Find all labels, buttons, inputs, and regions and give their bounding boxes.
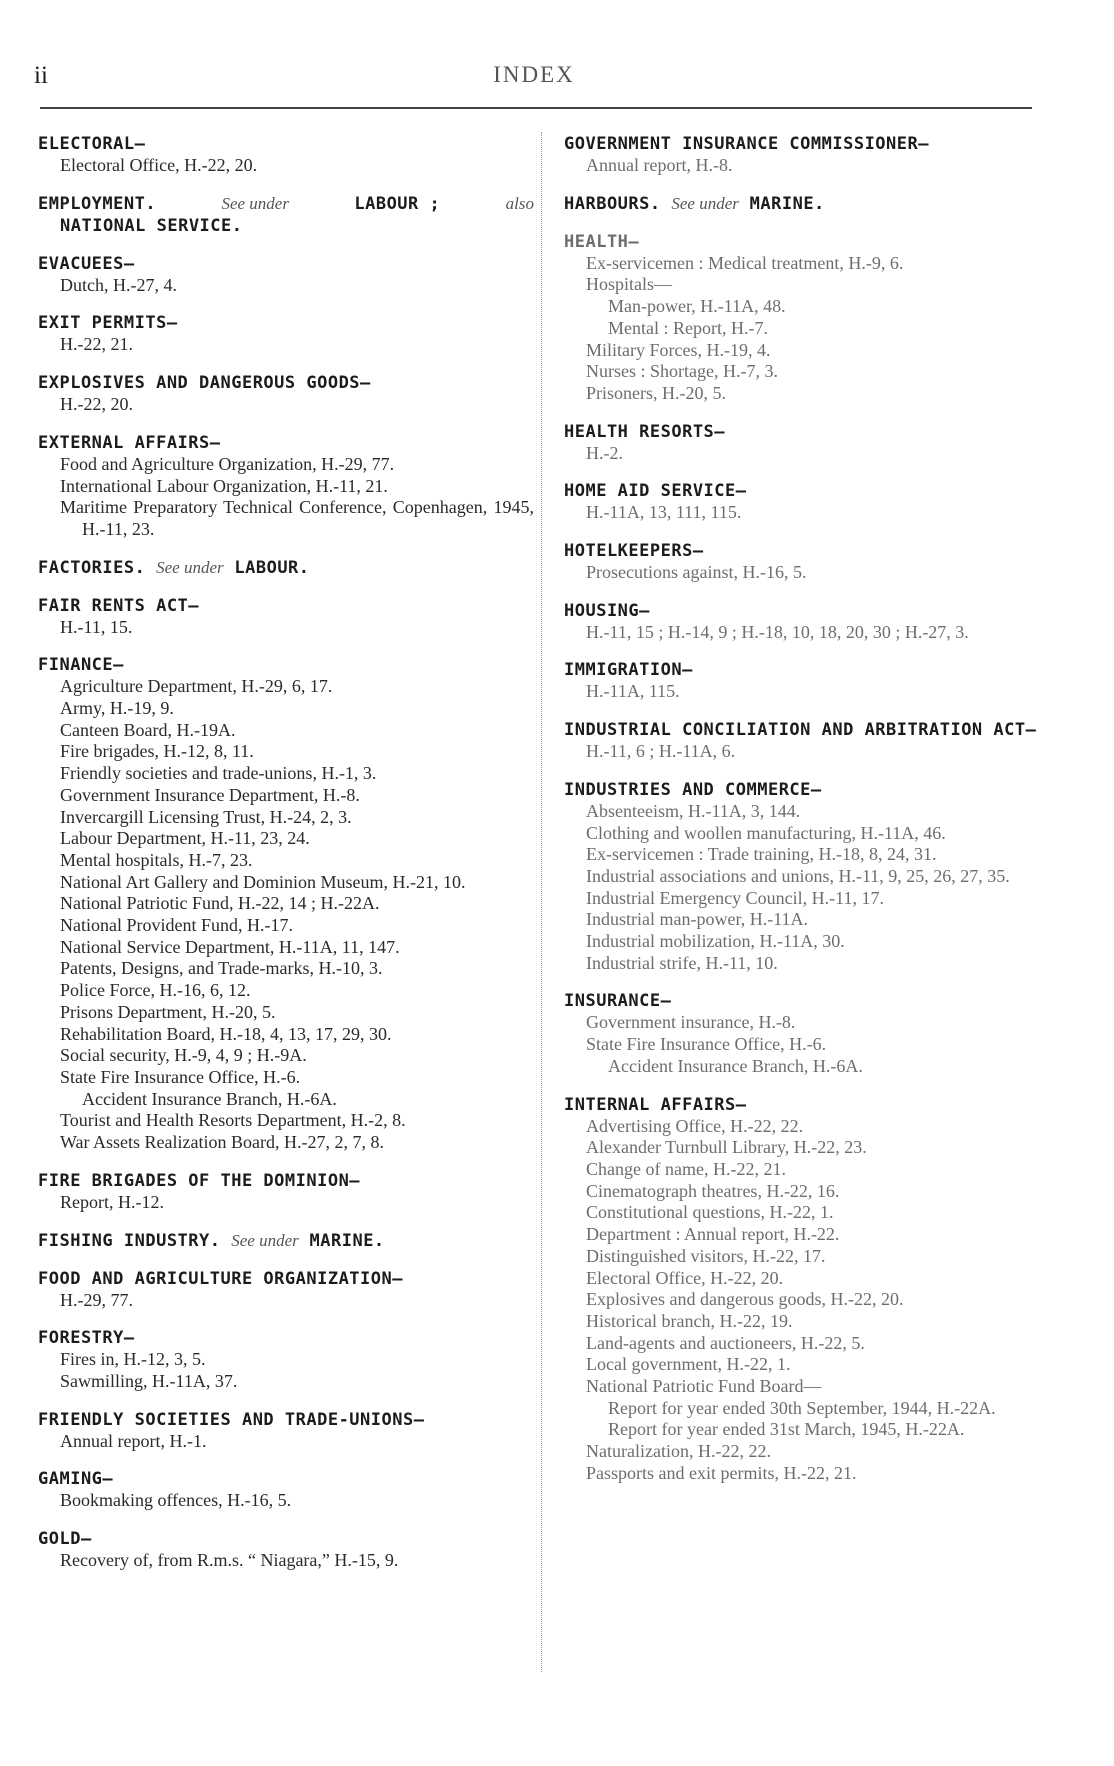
- entry-heading-text: HARBOURS.: [564, 193, 661, 214]
- entry-line: Maritime Preparatory Technical Conference, Copenhagen, 1945, H.-11, 23.: [60, 497, 534, 539]
- entry-heading: GAMING—: [38, 1469, 114, 1490]
- entry-line: H.-22, 21.: [60, 334, 133, 355]
- column-divider: [541, 132, 542, 1672]
- cross-reference: NATIONAL SERVICE.: [60, 215, 243, 236]
- entry-line: Labour Department, H.-11, 23, 24.: [60, 828, 310, 849]
- entry-subline: Man-power, H.-11A, 48.: [608, 296, 786, 317]
- entry-line: Police Force, H.-16, 6, 12.: [60, 980, 251, 1001]
- entry-heading: FORESTRY—: [38, 1328, 135, 1349]
- entry-heading: EXPLOSIVES AND DANGEROUS GOODS—: [38, 373, 371, 394]
- entry-line: Rehabilitation Board, H.-18, 4, 13, 17, 29, 30.: [60, 1023, 392, 1044]
- index-entry: [564, 659, 1052, 703]
- cross-reference: LABOUR ;: [354, 193, 441, 214]
- entry-line: Dutch, H.-27, 4.: [60, 274, 177, 295]
- index-entry: [38, 1268, 534, 1312]
- entry-subline: Accident Insurance Branch, H.-6A.: [82, 1088, 337, 1109]
- entry-line: Food and Agriculture Organization, H.-29, 77.: [60, 453, 395, 474]
- entry-line: H.-29, 77.: [60, 1289, 133, 1310]
- page-number: ii: [34, 62, 48, 89]
- entry-line: Land-agents and auctioneers, H.-22, 5.: [586, 1332, 865, 1353]
- entry-line: National Provident Fund, H.-17.: [60, 915, 293, 936]
- entry-line: Local government, H.-22, 1.: [586, 1354, 791, 1375]
- entry-line: Bookmaking offences, H.-16, 5.: [60, 1490, 292, 1511]
- entry-line: Electoral Office, H.-22, 20.: [60, 155, 258, 175]
- entry-heading: EXTERNAL AFFAIRS—: [38, 432, 221, 453]
- entry-line: H.-11, 15.: [60, 616, 133, 637]
- index-entry: [564, 133, 1052, 177]
- entry-heading: HEALTH RESORTS—: [564, 421, 726, 442]
- entry-line: Army, H.-19, 9.: [60, 698, 174, 719]
- entry-line: Industrial strife, H.-11, 10.: [586, 952, 778, 973]
- entry-line: Industrial man-power, H.-11A.: [586, 909, 809, 930]
- index-entry: [38, 312, 534, 356]
- index-entry: [38, 372, 534, 416]
- entry-heading: IMMIGRATION—: [564, 660, 693, 681]
- entry-line: National Patriotic Fund, H.-22, 14 ; H.-22A.: [60, 893, 380, 914]
- entry-line: Annual report, H.-8.: [586, 155, 733, 175]
- page-title: INDEX: [493, 62, 575, 87]
- entry-line: Industrial associations and unions, H.-11, 9, 25, 26, 27, 35.: [586, 865, 1010, 886]
- index-entry: [38, 1327, 534, 1392]
- entry-line: Military Forces, H.-19, 4.: [586, 339, 771, 360]
- entry-heading-text: FACTORIES.: [38, 557, 146, 578]
- header-rule: [40, 107, 1032, 109]
- entry-heading: [38, 1230, 534, 1252]
- left-column: [38, 133, 534, 1588]
- entry-line: Social security, H.-9, 4, 9 ; H.-9A.: [60, 1045, 307, 1066]
- entry-line: National Service Department, H.-11A, 11, 147.: [60, 936, 400, 957]
- entry-line: National Art Gallery and Dominion Museum, H.-21, 10.: [60, 871, 466, 892]
- entry-line: H.-11, 15 ; H.-14, 9 ; H.-18, 10, 18, 20, 30 ; H.-27, 3.: [586, 621, 969, 642]
- entry-heading: [564, 193, 1052, 215]
- index-entry: [38, 193, 534, 237]
- entry-line: Passports and exit permits, H.-22, 21.: [586, 1462, 857, 1483]
- entry-line: Agriculture Department, H.-29, 6, 17.: [60, 676, 333, 697]
- entry-heading: EVACUEES—: [38, 253, 135, 274]
- entry-heading: [38, 193, 534, 215]
- entry-line: Industrial mobilization, H.-11A, 30.: [586, 931, 845, 952]
- entry-line: Prosecutions against, H.-16, 5.: [586, 562, 807, 583]
- index-entry: [564, 779, 1052, 975]
- entry-line: International Labour Organization, H.-11, 21.: [60, 475, 388, 496]
- entry-line: National Patriotic Fund Board—: [586, 1376, 822, 1397]
- index-entry: [38, 595, 534, 639]
- see-under-text: See under: [156, 557, 224, 577]
- index-entry: [38, 1409, 534, 1453]
- entry-line: Clothing and woollen manufacturing, H.-11A, 46.: [586, 822, 946, 843]
- entry-line: Tourist and Health Resorts Department, H.-2, 8.: [60, 1110, 406, 1131]
- entry-line: Historical branch, H.-22, 19.: [586, 1310, 793, 1331]
- index-entry: [38, 1528, 534, 1572]
- entry-heading: HOME AID SERVICE—: [564, 481, 747, 502]
- entry-heading: FRIENDLY SOCIETIES AND TRADE-UNIONS—: [38, 1409, 425, 1430]
- entry-line: Explosives and dangerous goods, H.-22, 20.: [586, 1289, 904, 1310]
- entry-heading-text: FISHING INDUSTRY.: [38, 1230, 221, 1251]
- entry-line: H.-22, 20.: [60, 394, 133, 415]
- entry-line: Invercargill Licensing Trust, H.-24, 2, 3.: [60, 806, 352, 827]
- entry-heading: INDUSTRIES AND COMMERCE—: [564, 779, 822, 800]
- entry-line: Ex-servicemen : Medical treatment, H.-9, 6.: [586, 252, 904, 273]
- entry-line: Mental hospitals, H.-7, 23.: [60, 849, 253, 870]
- entry-line: Constitutional questions, H.-22, 1.: [586, 1202, 834, 1223]
- entry-heading: FOOD AND AGRICULTURE ORGANIZATION—: [38, 1268, 403, 1289]
- entry-line: H.-2.: [586, 442, 623, 463]
- entry-line: Absenteeism, H.-11A, 3, 144.: [586, 800, 801, 821]
- entry-line: Government insurance, H.-8.: [586, 1012, 796, 1033]
- entry-heading: HOUSING—: [564, 600, 650, 621]
- index-entry: [564, 421, 1052, 465]
- entry-line: Prisoners, H.-20, 5.: [586, 382, 726, 403]
- index-entry: [564, 719, 1052, 763]
- entry-line: Recovery of, from R.m.s. “ Niagara,” H.-15, 9.: [60, 1550, 399, 1571]
- entry-heading: INTERNAL AFFAIRS—: [564, 1094, 747, 1115]
- entry-subline: Report for year ended 30th September, 1944, H.-22A.: [608, 1397, 996, 1418]
- entry-heading-text: EMPLOYMENT.: [38, 193, 157, 214]
- entry-heading: INDUSTRIAL CONCILIATION AND ARBITRATION ACT—: [564, 720, 1037, 741]
- entry-heading: HOTELKEEPERS—: [564, 541, 704, 562]
- entry-line: H.-11A, 13, 111, 115.: [586, 502, 742, 523]
- entry-heading: GOVERNMENT INSURANCE COMMISSIONER—: [564, 134, 929, 154]
- cross-reference: LABOUR.: [234, 557, 310, 578]
- entry-heading: FAIR RENTS ACT—: [38, 595, 200, 616]
- entry-line: Department : Annual report, H.-22.: [586, 1224, 840, 1245]
- right-column: [564, 133, 1052, 1501]
- entry-line: War Assets Realization Board, H.-27, 2, 7, 8.: [60, 1132, 384, 1153]
- entry-line: State Fire Insurance Office, H.-6.: [60, 1066, 301, 1087]
- index-entry: [38, 654, 534, 1153]
- entry-heading: ELECTORAL—: [38, 134, 146, 154]
- entry-line: Prisons Department, H.-20, 5.: [60, 1001, 276, 1022]
- entry-line: Sawmilling, H.-11A, 37.: [60, 1370, 238, 1391]
- index-entry: [564, 193, 1052, 215]
- entry-line: Cinematograph theatres, H.-22, 16.: [586, 1180, 840, 1201]
- entry-line: Alexander Turnbull Library, H.-22, 23.: [586, 1137, 867, 1158]
- entry-heading: INSURANCE—: [564, 991, 672, 1012]
- entry-line: H.-11, 6 ; H.-11A, 6.: [586, 741, 736, 762]
- entry-heading: [38, 557, 534, 579]
- also-text: also: [505, 193, 534, 213]
- index-entry: [38, 1170, 534, 1214]
- index-entry: [564, 600, 1052, 644]
- entry-heading: HEALTH—: [564, 231, 640, 252]
- entry-line: Patents, Designs, and Trade-marks, H.-10, 3.: [60, 958, 383, 979]
- entry-line: H.-11A, 115.: [586, 681, 680, 702]
- entry-heading: GOLD—: [38, 1529, 92, 1550]
- entry-line: Government Insurance Department, H.-8.: [60, 784, 360, 805]
- entry-line: Advertising Office, H.-22, 22.: [586, 1115, 804, 1136]
- cross-reference: MARINE.: [309, 1230, 385, 1251]
- entry-line: Canteen Board, H.-19A.: [60, 719, 236, 740]
- entry-line: Hospitals—: [586, 274, 673, 295]
- entry-line: Fires in, H.-12, 3, 5.: [60, 1349, 206, 1370]
- see-under-text: See under: [221, 193, 289, 213]
- see-under-text: See under: [671, 193, 739, 213]
- see-under-text: See under: [231, 1230, 299, 1250]
- entry-heading: FIRE BRIGADES OF THE DOMINION—: [38, 1170, 361, 1191]
- entry-line: Fire brigades, H.-12, 8, 11.: [60, 741, 254, 762]
- entry-line: State Fire Insurance Office, H.-6.: [586, 1034, 827, 1055]
- index-entry: [38, 557, 534, 579]
- entry-subline: Mental : Report, H.-7.: [608, 317, 768, 338]
- entry-line: Nurses : Shortage, H.-7, 3.: [586, 361, 778, 382]
- index-entry: [564, 990, 1052, 1077]
- index-entry: [564, 480, 1052, 524]
- index-entry: [38, 1230, 534, 1252]
- running-head: [34, 62, 1034, 92]
- entry-line: Report, H.-12.: [60, 1191, 164, 1212]
- entry-heading: EXIT PERMITS—: [38, 313, 178, 334]
- cross-reference: MARINE.: [749, 193, 825, 214]
- entry-line: Distinguished visitors, H.-22, 17.: [586, 1245, 826, 1266]
- index-entry: [38, 133, 534, 177]
- index-entry: [564, 1094, 1052, 1485]
- index-entry: [38, 253, 534, 297]
- entry-subline: Accident Insurance Branch, H.-6A.: [608, 1055, 863, 1076]
- index-entry: [38, 1468, 534, 1512]
- entry-line: Annual report, H.-1.: [60, 1430, 207, 1451]
- entry-line: Electoral Office, H.-22, 20.: [586, 1267, 784, 1288]
- index-entry: [564, 540, 1052, 584]
- entry-line: Ex-servicemen : Trade training, H.-18, 8, 24, 31.: [586, 844, 937, 865]
- index-entry: [564, 231, 1052, 405]
- entry-heading: FINANCE—: [38, 655, 124, 676]
- entry-line: Industrial Emergency Council, H.-11, 17.: [586, 887, 884, 908]
- entry-line: Change of name, H.-22, 21.: [586, 1158, 786, 1179]
- entry-line: Naturalization, H.-22, 22.: [586, 1441, 771, 1462]
- index-entry: [38, 432, 534, 541]
- entry-subline: Report for year ended 31st March, 1945, H.-22A.: [608, 1419, 965, 1440]
- entry-line: Friendly societies and trade-unions, H.-1, 3.: [60, 763, 377, 784]
